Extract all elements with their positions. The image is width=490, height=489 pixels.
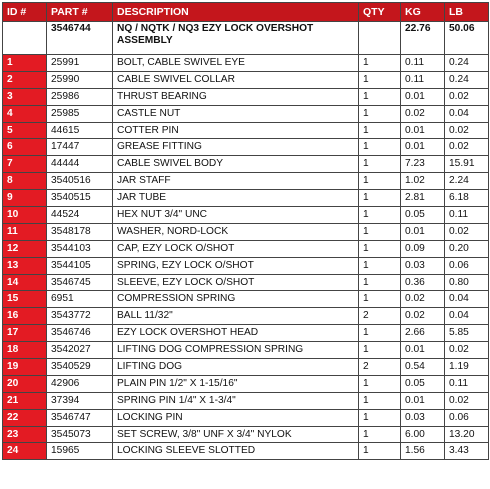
- part-number: 25986: [47, 88, 113, 105]
- part-qty: 1: [359, 105, 401, 122]
- table-row: [3, 291, 489, 308]
- part-kg: 0.05: [401, 375, 445, 392]
- part-kg: 0.01: [401, 122, 445, 139]
- part-description: JAR STAFF: [113, 173, 359, 190]
- table-row: [3, 190, 489, 207]
- part-number: 44524: [47, 207, 113, 224]
- part-id: 14: [3, 274, 47, 291]
- part-qty: 1: [359, 190, 401, 207]
- part-id: 20: [3, 375, 47, 392]
- parts-list-table-container: [2, 2, 488, 460]
- part-kg: 1.02: [401, 173, 445, 190]
- assembly-row: [3, 22, 489, 55]
- part-lb: 0.04: [445, 308, 489, 325]
- part-description: SLEEVE, EZY LOCK O/SHOT: [113, 274, 359, 291]
- part-id: 15: [3, 291, 47, 308]
- part-lb: 0.02: [445, 88, 489, 105]
- parts-list-table: [2, 2, 489, 460]
- table-row: [3, 55, 489, 72]
- part-lb: 1.19: [445, 359, 489, 376]
- table-row: [3, 139, 489, 156]
- table-row: [3, 88, 489, 105]
- part-description: COTTER PIN: [113, 122, 359, 139]
- part-number: 42906: [47, 375, 113, 392]
- part-qty: 1: [359, 156, 401, 173]
- part-lb: 0.06: [445, 409, 489, 426]
- part-id: 23: [3, 426, 47, 443]
- part-id: 5: [3, 122, 47, 139]
- table-row: [3, 223, 489, 240]
- part-qty: 1: [359, 88, 401, 105]
- part-description: LIFTING DOG: [113, 359, 359, 376]
- part-id: 4: [3, 105, 47, 122]
- part-lb: 0.06: [445, 257, 489, 274]
- part-lb: 5.85: [445, 325, 489, 342]
- part-number: 3545073: [47, 426, 113, 443]
- part-description: SPRING, EZY LOCK O/SHOT: [113, 257, 359, 274]
- part-id: 2: [3, 71, 47, 88]
- part-number: 3546746: [47, 325, 113, 342]
- part-id: 3: [3, 88, 47, 105]
- part-number: 3544105: [47, 257, 113, 274]
- part-number: 37394: [47, 392, 113, 409]
- part-id: 22: [3, 409, 47, 426]
- part-qty: 1: [359, 426, 401, 443]
- part-qty: 1: [359, 240, 401, 257]
- part-qty: 1: [359, 122, 401, 139]
- part-id: 7: [3, 156, 47, 173]
- assembly-description: NQ / NQTK / NQ3 EZY LOCK OVERSHOT ASSEMBLY: [113, 22, 359, 55]
- table-row: [3, 240, 489, 257]
- part-lb: 0.20: [445, 240, 489, 257]
- part-description: GREASE FITTING: [113, 139, 359, 156]
- part-number: 3540516: [47, 173, 113, 190]
- part-qty: 1: [359, 257, 401, 274]
- table-row: [3, 173, 489, 190]
- part-lb: 0.04: [445, 291, 489, 308]
- part-kg: 0.03: [401, 257, 445, 274]
- part-id: 6: [3, 139, 47, 156]
- part-qty: 2: [359, 359, 401, 376]
- part-number: 25990: [47, 71, 113, 88]
- part-kg: 0.01: [401, 223, 445, 240]
- table-row: [3, 122, 489, 139]
- part-number: 44444: [47, 156, 113, 173]
- part-description: EZY LOCK OVERSHOT HEAD: [113, 325, 359, 342]
- table-row: [3, 359, 489, 376]
- part-kg: 0.02: [401, 105, 445, 122]
- part-number: 3540529: [47, 359, 113, 376]
- part-number: 3542027: [47, 342, 113, 359]
- table-row: [3, 71, 489, 88]
- part-id: 9: [3, 190, 47, 207]
- part-lb: 0.02: [445, 122, 489, 139]
- table-row: [3, 257, 489, 274]
- part-kg: 0.11: [401, 71, 445, 88]
- header-kg: KG: [401, 3, 445, 22]
- part-lb: 3.43: [445, 443, 489, 460]
- part-number: 25985: [47, 105, 113, 122]
- part-lb: 0.02: [445, 342, 489, 359]
- part-id: 24: [3, 443, 47, 460]
- part-number: 3548178: [47, 223, 113, 240]
- part-description: CAP, EZY LOCK O/SHOT: [113, 240, 359, 257]
- part-qty: 1: [359, 325, 401, 342]
- part-id: 8: [3, 173, 47, 190]
- part-description: BOLT, CABLE SWIVEL EYE: [113, 55, 359, 72]
- table-row: [3, 392, 489, 409]
- assembly-part-number: 3546744: [47, 22, 113, 55]
- part-description: CABLE SWIVEL BODY: [113, 156, 359, 173]
- part-qty: 1: [359, 291, 401, 308]
- part-number: 44615: [47, 122, 113, 139]
- header-qty: QTY: [359, 3, 401, 22]
- part-qty: 1: [359, 55, 401, 72]
- part-number: 3540515: [47, 190, 113, 207]
- part-kg: 0.01: [401, 88, 445, 105]
- table-row: [3, 409, 489, 426]
- part-kg: 2.66: [401, 325, 445, 342]
- part-lb: 0.02: [445, 223, 489, 240]
- table-row: [3, 207, 489, 224]
- part-lb: 0.24: [445, 55, 489, 72]
- table-row: [3, 375, 489, 392]
- part-number: 3546747: [47, 409, 113, 426]
- part-description: HEX NUT 3/4" UNC: [113, 207, 359, 224]
- part-qty: 1: [359, 443, 401, 460]
- part-kg: 0.11: [401, 55, 445, 72]
- part-kg: 0.01: [401, 139, 445, 156]
- part-qty: 1: [359, 207, 401, 224]
- part-description: COMPRESSION SPRING: [113, 291, 359, 308]
- part-kg: 2.81: [401, 190, 445, 207]
- table-row: [3, 426, 489, 443]
- part-lb: 0.02: [445, 139, 489, 156]
- part-lb: 13.20: [445, 426, 489, 443]
- part-id: 13: [3, 257, 47, 274]
- part-number: 6951: [47, 291, 113, 308]
- header-description: DESCRIPTION: [113, 3, 359, 22]
- part-qty: 1: [359, 139, 401, 156]
- table-row: [3, 105, 489, 122]
- part-qty: 1: [359, 223, 401, 240]
- header-id: ID #: [3, 3, 47, 22]
- assembly-lb: 50.06: [445, 22, 489, 55]
- part-number: 3543772: [47, 308, 113, 325]
- table-row: [3, 156, 489, 173]
- header-lb: LB: [445, 3, 489, 22]
- part-lb: 0.80: [445, 274, 489, 291]
- part-id: 19: [3, 359, 47, 376]
- part-kg: 0.36: [401, 274, 445, 291]
- table-row: [3, 342, 489, 359]
- part-description: CABLE SWIVEL COLLAR: [113, 71, 359, 88]
- part-kg: 1.56: [401, 443, 445, 460]
- part-qty: 1: [359, 173, 401, 190]
- part-description: PLAIN PIN 1/2" X 1-15/16": [113, 375, 359, 392]
- part-lb: 2.24: [445, 173, 489, 190]
- header-row: [3, 3, 489, 22]
- part-description: LOCKING SLEEVE SLOTTED: [113, 443, 359, 460]
- part-description: CASTLE NUT: [113, 105, 359, 122]
- table-body: [3, 22, 489, 460]
- part-qty: 1: [359, 375, 401, 392]
- part-lb: 0.11: [445, 375, 489, 392]
- part-id: 18: [3, 342, 47, 359]
- part-lb: 15.91: [445, 156, 489, 173]
- part-kg: 0.54: [401, 359, 445, 376]
- table-row: [3, 443, 489, 460]
- part-kg: 0.03: [401, 409, 445, 426]
- table-row: [3, 325, 489, 342]
- part-qty: 1: [359, 274, 401, 291]
- part-qty: 1: [359, 409, 401, 426]
- part-lb: 0.24: [445, 71, 489, 88]
- assembly-kg: 22.76: [401, 22, 445, 55]
- part-kg: 0.05: [401, 207, 445, 224]
- part-id: 21: [3, 392, 47, 409]
- assembly-id: [3, 22, 47, 55]
- part-qty: 1: [359, 342, 401, 359]
- part-lb: 0.04: [445, 105, 489, 122]
- part-kg: 0.01: [401, 392, 445, 409]
- part-kg: 6.00: [401, 426, 445, 443]
- part-description: THRUST BEARING: [113, 88, 359, 105]
- part-kg: 7.23: [401, 156, 445, 173]
- part-description: BALL 11/32": [113, 308, 359, 325]
- part-description: LIFTING DOG COMPRESSION SPRING: [113, 342, 359, 359]
- header-part-number: PART #: [47, 3, 113, 22]
- part-qty: 2: [359, 308, 401, 325]
- part-id: 12: [3, 240, 47, 257]
- part-id: 10: [3, 207, 47, 224]
- part-qty: 1: [359, 392, 401, 409]
- table-header: [3, 3, 489, 22]
- part-number: 15965: [47, 443, 113, 460]
- part-number: 17447: [47, 139, 113, 156]
- part-lb: 0.02: [445, 392, 489, 409]
- part-description: JAR TUBE: [113, 190, 359, 207]
- part-description: WASHER, NORD-LOCK: [113, 223, 359, 240]
- part-lb: 0.11: [445, 207, 489, 224]
- part-id: 16: [3, 308, 47, 325]
- part-qty: 1: [359, 71, 401, 88]
- part-kg: 0.09: [401, 240, 445, 257]
- table-row: [3, 308, 489, 325]
- part-kg: 0.01: [401, 342, 445, 359]
- part-lb: 6.18: [445, 190, 489, 207]
- part-kg: 0.02: [401, 291, 445, 308]
- part-description: SPRING PIN 1/4" X 1-3/4": [113, 392, 359, 409]
- part-id: 17: [3, 325, 47, 342]
- part-number: 25991: [47, 55, 113, 72]
- part-description: SET SCREW, 3/8" UNF X 3/4" NYLOK: [113, 426, 359, 443]
- part-id: 1: [3, 55, 47, 72]
- part-kg: 0.02: [401, 308, 445, 325]
- part-number: 3544103: [47, 240, 113, 257]
- table-row: [3, 274, 489, 291]
- part-number: 3546745: [47, 274, 113, 291]
- assembly-qty: [359, 22, 401, 55]
- part-description: LOCKING PIN: [113, 409, 359, 426]
- part-id: 11: [3, 223, 47, 240]
